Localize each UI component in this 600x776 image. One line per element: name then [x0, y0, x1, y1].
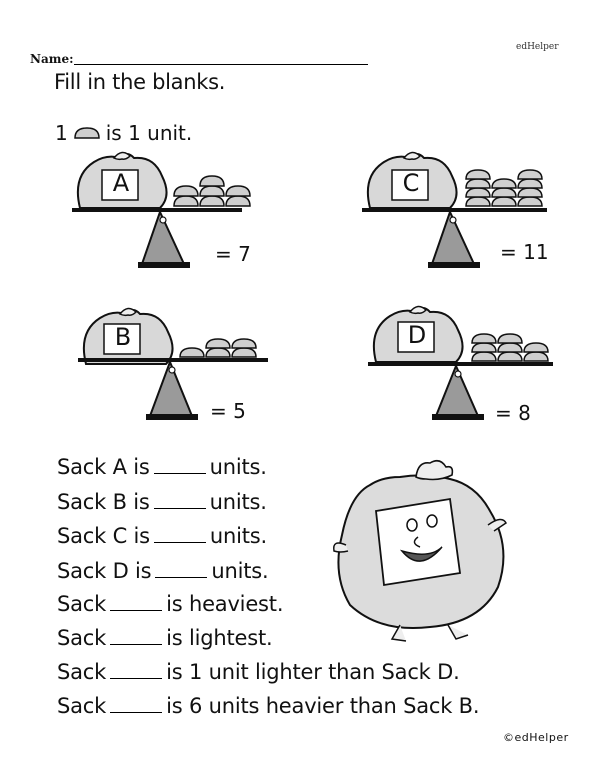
sack-c-label: C: [402, 169, 420, 197]
question-text: is 1 unit lighter than Sack D.: [166, 660, 460, 684]
question-text: Sack: [57, 626, 107, 650]
answer-blank[interactable]: [110, 711, 162, 713]
question-text: units.: [209, 490, 267, 514]
answer-blank[interactable]: [154, 541, 206, 543]
question-text: Sack C is: [57, 524, 150, 548]
question-text: Sack: [57, 694, 107, 718]
question-4: [57, 559, 269, 583]
answer-blank[interactable]: [110, 643, 162, 645]
question-1: [57, 455, 267, 479]
answer-blank[interactable]: [154, 472, 206, 474]
question-6: [57, 626, 272, 650]
question-text: Sack: [57, 660, 107, 684]
copyright: ©edHelper: [503, 731, 569, 744]
brand-label: edHelper: [516, 42, 559, 52]
question-text: units.: [209, 524, 268, 548]
sack-b-label: B: [114, 323, 132, 351]
name-label: Name:: [30, 52, 74, 66]
answer-blank[interactable]: [110, 609, 162, 611]
scale-c: [362, 146, 562, 286]
scale-b-equals: = 5: [210, 399, 246, 423]
scale-d-equals: = 8: [495, 401, 531, 425]
sack-d-label: D: [407, 321, 427, 349]
question-text: Sack A is: [57, 455, 150, 479]
question-text: Sack D is: [57, 559, 152, 583]
question-5: [57, 592, 283, 616]
question-text: is 6 units heavier than Sack B.: [166, 694, 480, 718]
question-text: Sack: [57, 592, 107, 616]
question-3: [57, 524, 267, 548]
scale-d: [368, 302, 568, 442]
scale-a-equals: = 7: [215, 242, 251, 266]
question-8: [57, 694, 479, 718]
instructions: Fill in the blanks.: [54, 70, 226, 94]
bun-icon: [74, 126, 100, 140]
unit-key-count: 1: [55, 121, 68, 145]
answer-blank[interactable]: [110, 677, 162, 679]
question-text: is lightest.: [166, 626, 273, 650]
name-line[interactable]: [74, 64, 368, 65]
question-2: [57, 490, 267, 514]
scale-b: [78, 302, 278, 442]
unit-key: [55, 121, 192, 145]
answer-blank[interactable]: [154, 507, 206, 509]
unit-key-text: is 1 unit.: [105, 121, 193, 145]
question-7: [57, 660, 460, 684]
answer-blank[interactable]: [155, 576, 207, 578]
question-text: units.: [211, 559, 269, 583]
question-text: units.: [209, 455, 267, 479]
sack-mascot-icon: [330, 455, 510, 645]
scale-c-equals: = 11: [500, 240, 549, 264]
sack-a-label: A: [112, 169, 130, 197]
question-text: Sack B is: [57, 490, 150, 514]
question-text: is heaviest.: [166, 592, 284, 616]
